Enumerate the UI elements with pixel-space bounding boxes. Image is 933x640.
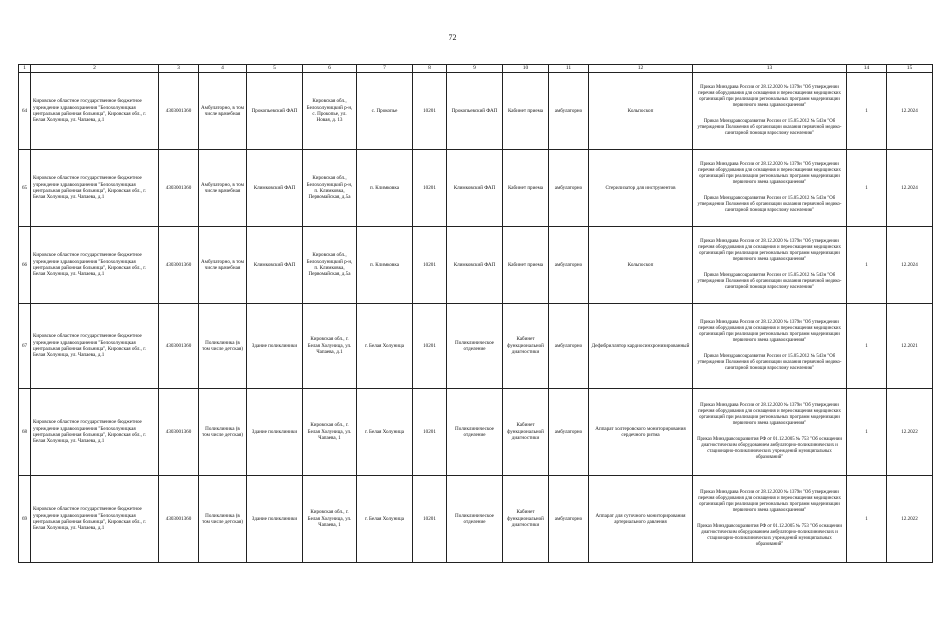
column-number: 15 (887, 65, 933, 73)
normative-docs-cell (693, 304, 847, 389)
normative-document: Приказ Минздравсоцразвития России от 15.05.2012 № 543н "Об утверждении Положения об организации оказания первичной медико-санитарной помощи взрослому населению" (697, 118, 842, 136)
care-type-cell: Поликлиника (в том числе детская) (199, 476, 247, 563)
date-cell: 12.2024 (887, 150, 933, 227)
date-cell: 12.2024 (887, 227, 933, 304)
table-row (19, 227, 933, 304)
equipment-cell: Стерилизатор для инструментов (589, 150, 693, 227)
organization-cell: Кировское областное государственное бюджетное учреждение здравоохранения "Белохолуницкая центральная районная больница", Кировская обл., г. Белая Холуница, ул. Чапаева, д.1 (31, 304, 159, 389)
normative-docs-cell (693, 73, 847, 150)
unit-cell: Прокопьевский ФАП (447, 73, 503, 150)
column-number: 14 (847, 65, 887, 73)
column-number: 9 (447, 65, 503, 73)
inn-cell: 4303001360 (159, 304, 199, 389)
normative-document: Приказ Минздрава России от 28.12.2020 № 1379н "Об утверждении перечня оборудования для оснащения и переоснащения медицинских организаций при реализации региональных программ модернизации первичного звена здравоохранения" (698, 162, 841, 186)
date-cell: 12.2022 (887, 476, 933, 563)
condition-cell: амбулаторно (549, 73, 589, 150)
normative-document: Приказ Минздрава России от 28.12.2020 № 1379н "Об утверждении перечня оборудования для оснащения и переоснащения медицинских организаций при реализации региональных программ модернизации первичного звена здравоохранения" (698, 320, 841, 344)
table-row (19, 389, 933, 476)
normative-document: Приказ Минздравсоцразвития России от 15.05.2012 № 543н "Об утверждении Положения об организации оказания первичной медико-санитарной помощи взрослому населению" (697, 195, 842, 213)
care-type-cell: Поликлиника (в том числе детская) (199, 389, 247, 476)
address-cell: Кировская обл., г. Белая Холуница, ул. Чапаева, 1 (303, 389, 357, 476)
code-cell: 10201 (413, 227, 447, 304)
code-cell: 10201 (413, 150, 447, 227)
address-cell: Кировская обл., Белохолуницкий р-н, п. Климковка, Первомайская, д.5а (303, 227, 357, 304)
subdivision-cell: Здание поликлиники (247, 304, 303, 389)
quantity-cell: 1 (847, 389, 887, 476)
row-number-cell: 68 (19, 389, 31, 476)
address-cell: Кировская обл., г. Белая Холуница, ул. Чапаева, 1 (303, 476, 357, 563)
settlement-cell: п. Климковка (357, 227, 413, 304)
column-number: 7 (357, 65, 413, 73)
cabinet-cell: Кабинет приема (503, 150, 549, 227)
row-number-cell: 65 (19, 150, 31, 227)
organization-cell: Кировское областное государственное бюджетное учреждение здравоохранения "Белохолуницкая центральная районная больница", Кировская обл., г. Белая Холуница, ул. Чапаева, д.1 (31, 389, 159, 476)
equipment-cell: Кольпоскоп (589, 227, 693, 304)
column-number: 2 (31, 65, 159, 73)
unit-cell: Поликлиническое отделение (447, 476, 503, 563)
organization-cell: Кировское областное государственное бюджетное учреждение здравоохранения "Белохолуницкая центральная районная больница", Кировская обл., г. Белая Холуница, ул. Чапаева, д.1 (31, 476, 159, 563)
address-cell: Кировская обл., Белохолуницкий р-н, с. Прокопье, ул. Новая, д. 13 (303, 73, 357, 150)
date-cell: 12.2021 (887, 304, 933, 389)
column-number: 5 (247, 65, 303, 73)
address-cell: Кировская обл., Белохолуницкий р-н, п. Климковка, Первомайская, д.5а (303, 150, 357, 227)
organization-cell: Кировское областное государственное бюджетное учреждение здравоохранения "Белохолуницкая центральная районная больница", Кировская обл., г. Белая Холуница, ул. Чапаева, д.1 (31, 150, 159, 227)
column-number: 11 (549, 65, 589, 73)
care-type-cell: Амбулаторно, в том числе врачебная (199, 150, 247, 227)
normative-document: Приказ Минздравсоцразвития России от 15.05.2012 № 543н "Об утверждении Положения об организации оказания первичной медико-санитарной помощи взрослому населению" (697, 272, 842, 290)
table-row (19, 304, 933, 389)
row-number-cell: 66 (19, 227, 31, 304)
code-cell: 10201 (413, 73, 447, 150)
quantity-cell: 1 (847, 73, 887, 150)
code-cell: 10201 (413, 389, 447, 476)
column-number: 12 (589, 65, 693, 73)
subdivision-cell: Прокопьевский ФАП (247, 73, 303, 150)
normative-document: Приказ Минздрава России от 28.12.2020 № 1379н "Об утверждении перечня оборудования для оснащения и переоснащения медицинских организаций при реализации региональных программ модернизации первичного звена здравоохранения" (698, 239, 841, 263)
normative-docs-cell (693, 476, 847, 563)
column-number: 4 (199, 65, 247, 73)
organization-cell: Кировское областное государственное бюджетное учреждение здравоохранения "Белохолуницкая центральная районная больница", Кировская обл., г. Белая Холуница, ул. Чапаева, д.1 (31, 227, 159, 304)
unit-cell: Поликлиническое отделение (447, 304, 503, 389)
normative-document: Приказ Минздрава России от 28.12.2020 № 1379н "Об утверждении перечня оборудования для оснащения и переоснащения медицинских организаций при реализации региональных программ модернизации первичного звена здравоохранения" (698, 85, 841, 109)
table-row (19, 150, 933, 227)
cabinet-cell: Кабинет функциональной диагностики (503, 476, 549, 563)
unit-cell: Климковский ФАП (447, 227, 503, 304)
equipment-cell: Кольпоскоп (589, 73, 693, 150)
column-number-row (19, 65, 933, 73)
unit-cell: Климковский ФАП (447, 150, 503, 227)
unit-cell: Поликлиническое отделение (447, 389, 503, 476)
equipment-cell: Дефибриллятор кардиосинхронизированный (589, 304, 693, 389)
normative-document: Приказ Минздравсоцразвития РФ от 01.12.2005 № 753 "Об оснащении диагностическим оборудованием амбулаторно-поликлинических и стационарно-поликлинических учреждений муниципальных образований" (697, 523, 842, 547)
subdivision-cell: Климковский ФАП (247, 150, 303, 227)
quantity-cell: 1 (847, 150, 887, 227)
column-number: 10 (503, 65, 549, 73)
inn-cell: 4303001360 (159, 476, 199, 563)
settlement-cell: г. Белая Холуница (357, 476, 413, 563)
inn-cell: 4303001360 (159, 227, 199, 304)
row-number-cell: 67 (19, 304, 31, 389)
condition-cell: амбулаторно (549, 227, 589, 304)
equipment-table (18, 64, 933, 563)
row-number-cell: 64 (19, 73, 31, 150)
settlement-cell: п. Климковка (357, 150, 413, 227)
cabinet-cell: Кабинет функциональной диагностики (503, 389, 549, 476)
normative-document: Приказ Минздрава России от 28.12.2020 № 1379н "Об утверждении перечня оборудования для оснащения и переоснащения медицинских организаций при реализации региональных программ модернизации первичного звена здравоохранения" (698, 403, 841, 427)
settlement-cell: г. Белая Холуница (357, 304, 413, 389)
condition-cell: амбулаторно (549, 150, 589, 227)
inn-cell: 4303001360 (159, 150, 199, 227)
care-type-cell: Амбулаторно, в том числе врачебная (199, 73, 247, 150)
settlement-cell: с. Прокопье (357, 73, 413, 150)
normative-document: Приказ Минздрава России от 28.12.2020 № 1379н "Об утверждении перечня оборудования для оснащения и переоснащения медицинских организаций при реализации региональных программ модернизации первичного звена здравоохранения" (698, 490, 841, 514)
cabinet-cell: Кабинет приема (503, 73, 549, 150)
equipment-cell: Аппарат для суточного мониторирования артериального давления (589, 476, 693, 563)
code-cell: 10201 (413, 476, 447, 563)
row-number-cell: 69 (19, 476, 31, 563)
date-cell: 12.2022 (887, 389, 933, 476)
column-number: 8 (413, 65, 447, 73)
normative-document: Приказ Минздравсоцразвития России от 15.05.2012 № 543н "Об утверждении Положения об организации оказания первичной медико-санитарной помощи взрослому населению" (697, 353, 842, 371)
column-number: 13 (693, 65, 847, 73)
column-number: 6 (303, 65, 357, 73)
table-row (19, 476, 933, 563)
page-number: 72 (448, 33, 457, 42)
quantity-cell: 1 (847, 304, 887, 389)
care-type-cell: Амбулаторно, в том числе врачебная (199, 227, 247, 304)
condition-cell: амбулаторно (549, 389, 589, 476)
organization-cell: Кировское областное государственное бюджетное учреждение здравоохранения "Белохолуницкая центральная районная больница", Кировская обл., г. Белая Холуница, ул. Чапаева, д.1 (31, 73, 159, 150)
normative-document: Приказ Минздравсоцразвития РФ от 01.12.2005 № 753 "Об оснащении диагностическим оборудованием амбулаторно-поликлинических и стационарно-поликлинических учреждений муниципальных образований" (697, 436, 842, 460)
settlement-cell: г. Белая Холуница (357, 389, 413, 476)
quantity-cell: 1 (847, 476, 887, 563)
normative-docs-cell (693, 227, 847, 304)
cabinet-cell: Кабинет приема (503, 227, 549, 304)
date-cell: 12.2024 (887, 73, 933, 150)
normative-docs-cell (693, 389, 847, 476)
subdivision-cell: Климковский ФАП (247, 227, 303, 304)
normative-docs-cell (693, 150, 847, 227)
quantity-cell: 1 (847, 227, 887, 304)
subdivision-cell: Здание поликлиники (247, 389, 303, 476)
equipment-cell: Аппарат холтеровского мониторирования сердечного ритма (589, 389, 693, 476)
condition-cell: амбулаторно (549, 304, 589, 389)
care-type-cell: Поликлиника (в том числе детская) (199, 304, 247, 389)
inn-cell: 4303001360 (159, 73, 199, 150)
table-row (19, 73, 933, 150)
address-cell: Кировская обл., г. Белая Холуница, ул. Чапаева, д.1 (303, 304, 357, 389)
column-number: 3 (159, 65, 199, 73)
subdivision-cell: Здание поликлиники (247, 476, 303, 563)
code-cell: 10201 (413, 304, 447, 389)
inn-cell: 4303001360 (159, 389, 199, 476)
cabinet-cell: Кабинет функциональной диагностики (503, 304, 549, 389)
condition-cell: амбулаторно (549, 476, 589, 563)
column-number: 1 (19, 65, 31, 73)
